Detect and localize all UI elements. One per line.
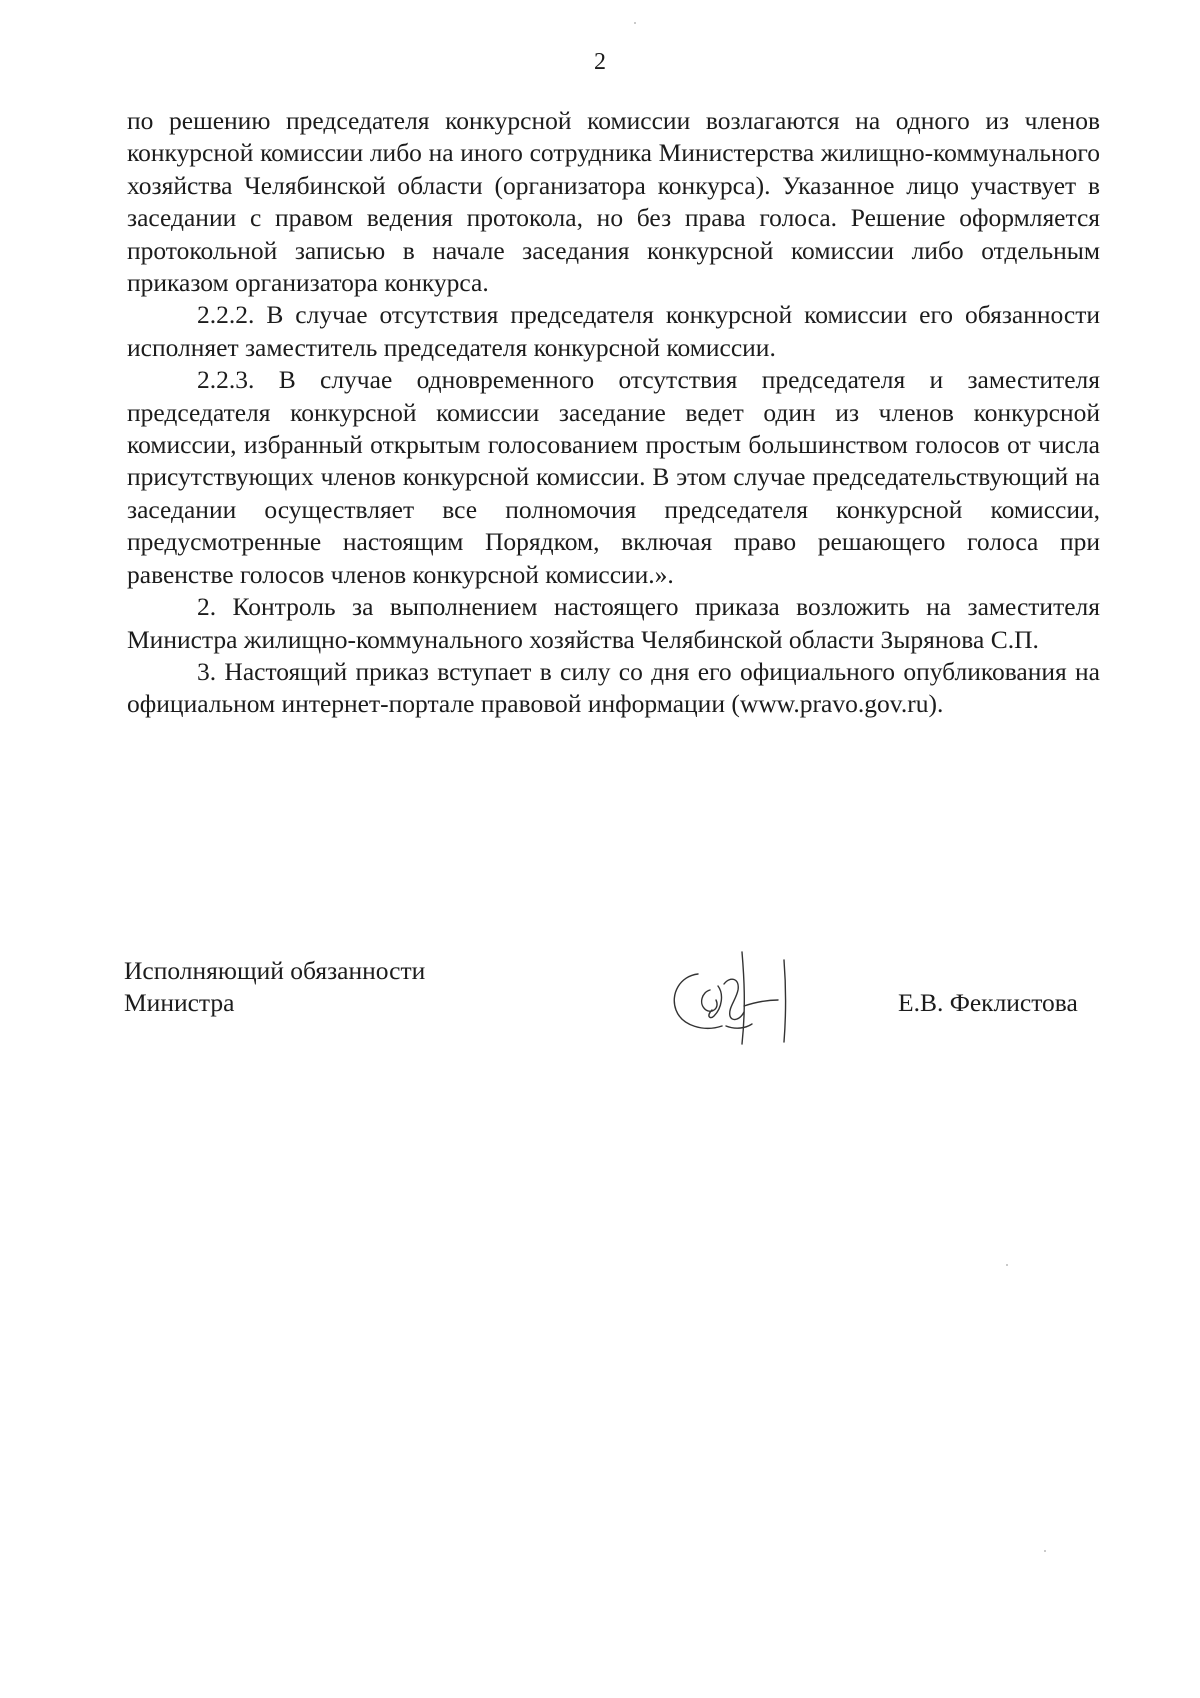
signatory-name: Е.В. Феклистова xyxy=(898,988,1078,1017)
scan-speck xyxy=(634,22,636,24)
paragraph-2-2-3: 2.2.3. В случае одновременного отсутствия председателя и заместителя председателя конкурсной комиссии заседание ведет один из членов конкурсной комиссии, избранный открытым голосованием простым большинством голосов от числа присутствующих членов конкурсной комиссии. В этом случае председательствующий на заседании осуществляет все полномочия председателя конкурсной комиссии, предусмотренные настоящим Порядком, включая право решающего голоса при равенстве голосов членов конкурсной комиссии.». xyxy=(127,365,1100,589)
signatory-title xyxy=(124,955,425,1020)
paragraph-3-effective: 3. Настоящий приказ вступает в силу со дня его официального опубликования на официальном интернет-портале правовой информации (www.pravo.gov.ru). xyxy=(127,656,1100,719)
page-number: 2 xyxy=(594,49,606,75)
paragraph-2-control: 2. Контроль за выполнением настоящего приказа возложить на заместителя Министра жилищно-коммунального хозяйства Челябинской области Зырянова С.П. xyxy=(127,592,1100,654)
signatory-title-line-2: Министра xyxy=(124,988,235,1018)
scan-speck xyxy=(1006,1264,1008,1266)
paragraph-2-2-2: 2.2.2. В случае отсутствия председателя конкурсной комиссии его обязанности исполняет заместитель председателя конкурсной комиссии. xyxy=(127,300,1100,362)
signatory-title-line-1: Исполняющий обязанности xyxy=(124,956,426,985)
scan-speck xyxy=(1044,1550,1046,1552)
handwritten-signature xyxy=(666,946,806,1046)
document-body xyxy=(127,105,1100,721)
paragraph-continuation: по решению председателя конкурсной комиссии возлагаются на одного из членов конкурсной комиссии либо на иного сотрудника Министерства жилищно-коммунального хозяйства Челябинской области (организатора конкурса). Указанное лицо участвует в заседании с правом ведения протокола, но без права голоса. Решение оформляется протокольной записью в начале заседания конкурсной комиссии либо отдельным приказом организатора конкурса. xyxy=(127,106,1100,298)
